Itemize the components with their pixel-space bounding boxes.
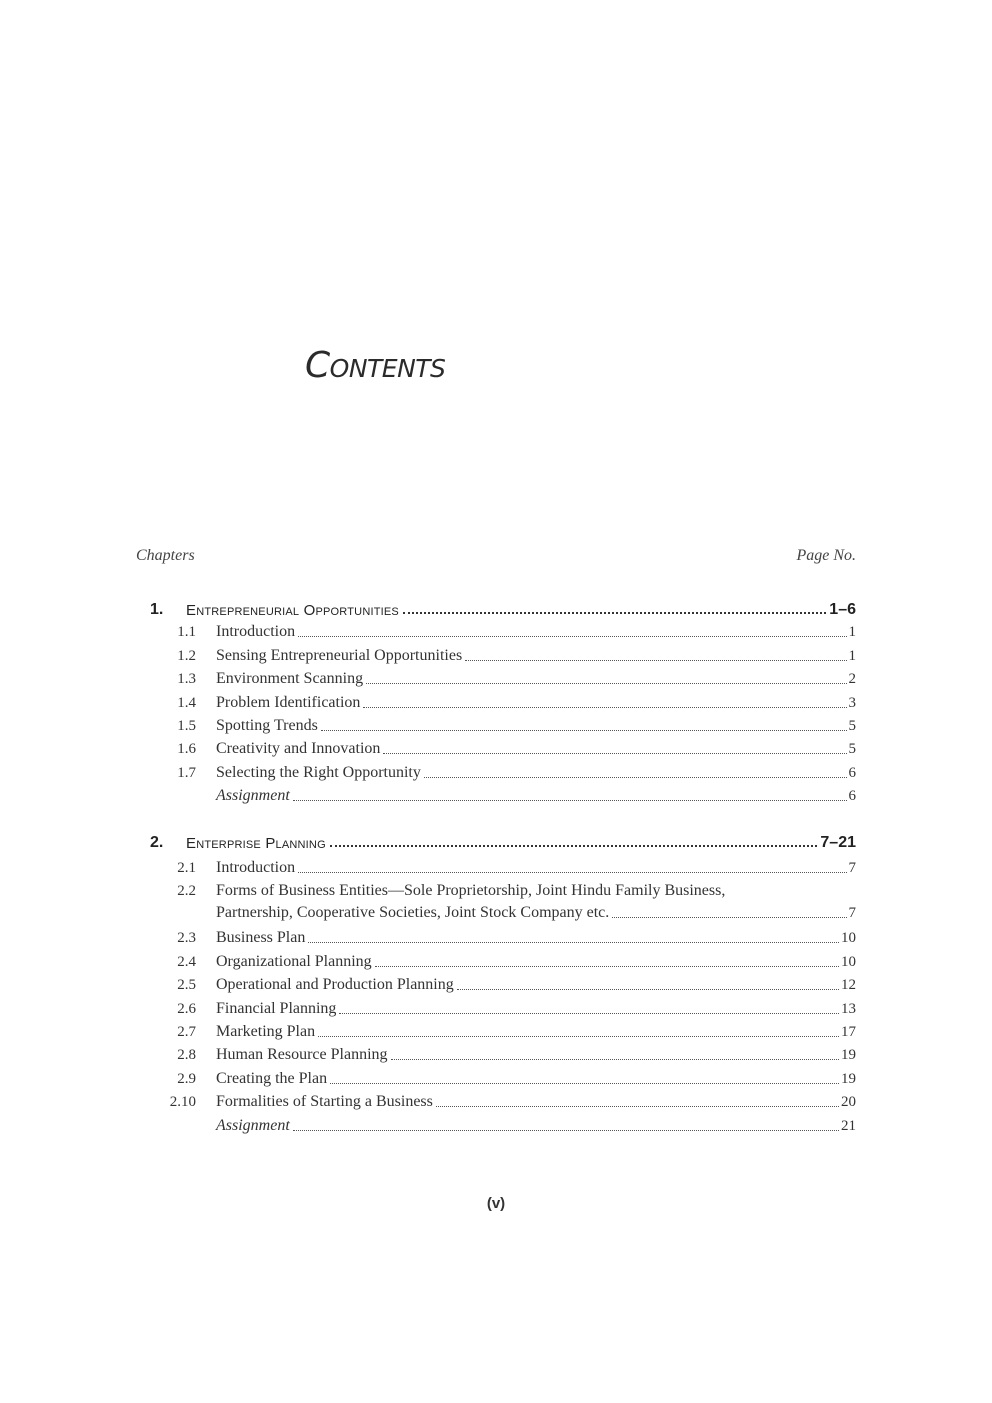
toc-entry[interactable] xyxy=(136,852,856,878)
section-number: 1.1 xyxy=(177,624,196,641)
section-number: 1.4 xyxy=(177,694,196,711)
section-number: 2.5 xyxy=(177,977,196,994)
dot-leader xyxy=(363,707,846,708)
section-page: 19 xyxy=(841,1070,856,1087)
section-page: 7 xyxy=(848,860,856,876)
section-page: 19 xyxy=(841,1047,856,1064)
section-page: 17 xyxy=(841,1023,856,1040)
section-number: 2.1 xyxy=(177,860,196,876)
section-title: Assignment xyxy=(216,787,290,805)
toc-entry[interactable] xyxy=(136,689,856,712)
chapter-title: Entrepreneurial Opportunities xyxy=(186,602,399,619)
dot-leader xyxy=(366,683,846,684)
section-number: 1.2 xyxy=(177,647,196,664)
section-title: Business Plan xyxy=(216,929,306,947)
section-number: 2.3 xyxy=(177,930,196,947)
toc-entry[interactable] xyxy=(136,995,856,1018)
dot-leader xyxy=(436,1106,839,1107)
page-title: Contents xyxy=(305,345,446,386)
toc-entry[interactable] xyxy=(136,759,856,782)
section-page: 3 xyxy=(848,694,856,711)
toc-entry[interactable] xyxy=(136,878,856,925)
section-title: Organizational Planning xyxy=(216,952,372,970)
dot-leader xyxy=(293,800,847,801)
section-number: 1.7 xyxy=(177,764,196,781)
section-title: Marketing Plan xyxy=(216,1022,316,1040)
section-title: Formalities of Starting a Business xyxy=(216,1093,433,1111)
dot-leader xyxy=(298,636,846,637)
section-page: 2 xyxy=(848,671,856,688)
dot-leader xyxy=(403,612,826,614)
section-title: Introduction xyxy=(216,623,296,641)
section-title-continued: Partnership, Cooperative Societies, Joint Stock Company etc. xyxy=(216,904,610,921)
section-page: 6 xyxy=(848,764,856,781)
section-page: 12 xyxy=(841,977,856,994)
section-title: Operational and Production Planning xyxy=(216,976,454,994)
dot-leader xyxy=(424,777,847,778)
section-title: Sensing Entrepreneurial Opportunities xyxy=(216,646,463,664)
chapter-heading-row[interactable] xyxy=(136,596,856,619)
chapters-column-heading: Chapters xyxy=(136,547,195,564)
section-page: 1 xyxy=(848,647,856,664)
dot-leader xyxy=(457,989,839,990)
section-page: 21 xyxy=(841,1117,856,1134)
page-folio: (v) xyxy=(486,1195,506,1212)
section-page: 10 xyxy=(841,930,856,947)
section-title: Financial Planning xyxy=(216,999,337,1017)
toc-entry[interactable] xyxy=(136,666,856,689)
section-title: Human Resource Planning xyxy=(216,1046,388,1064)
section-title: Introduction xyxy=(216,859,296,876)
toc-entry[interactable] xyxy=(136,1089,856,1112)
section-number: 2.10 xyxy=(169,1094,196,1111)
section-page: 5 xyxy=(848,741,856,758)
dot-leader xyxy=(465,660,846,661)
dot-leader xyxy=(330,1083,839,1084)
dot-leader xyxy=(298,872,846,873)
section-title: Creating the Plan xyxy=(216,1069,328,1087)
section-number: 2.8 xyxy=(177,1047,196,1064)
section-title: Selecting the Right Opportunity xyxy=(216,763,421,781)
toc-entry[interactable] xyxy=(136,1019,856,1042)
section-number: 2.6 xyxy=(177,1000,196,1017)
chapter-number: 1. xyxy=(150,601,164,618)
chapter-number: 2. xyxy=(150,834,164,851)
dot-leader xyxy=(318,1036,839,1037)
section-number: 1.6 xyxy=(177,741,196,758)
toc-entry[interactable] xyxy=(136,925,856,948)
toc-entry[interactable] xyxy=(136,948,856,971)
toc-entry-assignment[interactable] xyxy=(136,783,856,806)
dot-leader xyxy=(308,942,839,943)
section-number: 2.7 xyxy=(177,1023,196,1040)
toc-entry[interactable] xyxy=(136,713,856,736)
section-page: 1 xyxy=(848,624,856,641)
toc-entry[interactable] xyxy=(136,1042,856,1065)
dot-leader xyxy=(330,845,818,847)
dot-leader xyxy=(612,917,846,918)
dot-leader xyxy=(339,1013,839,1014)
toc-entry[interactable] xyxy=(136,619,856,642)
section-page: 13 xyxy=(841,1000,856,1017)
section-title: Spotting Trends xyxy=(216,716,318,734)
toc-chapter-2 xyxy=(136,829,856,1136)
page-no-column-heading: Page No. xyxy=(796,547,856,564)
section-number: 2.9 xyxy=(177,1070,196,1087)
section-number: 1.3 xyxy=(177,671,196,688)
section-number: 2.4 xyxy=(177,953,196,970)
section-page: 10 xyxy=(841,953,856,970)
toc-entry[interactable] xyxy=(136,642,856,665)
section-page: 20 xyxy=(841,1094,856,1111)
toc-entry[interactable] xyxy=(136,736,856,759)
dot-leader xyxy=(383,753,846,754)
section-page: 5 xyxy=(848,717,856,734)
chapter-page-range: 7–21 xyxy=(820,834,856,851)
section-page: 7 xyxy=(848,905,856,921)
section-title: Forms of Business Entities—Sole Proprietorship, Joint Hindu Family Business, xyxy=(216,882,726,899)
section-page: 6 xyxy=(848,788,856,805)
section-number: 1.5 xyxy=(177,717,196,734)
dot-leader xyxy=(293,1130,839,1131)
section-number: 2.2 xyxy=(177,883,196,899)
toc-entry[interactable] xyxy=(136,972,856,995)
chapter-heading-row[interactable] xyxy=(136,829,856,852)
dot-leader xyxy=(321,730,847,731)
chapter-title: Enterprise Planning xyxy=(186,835,326,852)
section-title: Environment Scanning xyxy=(216,670,364,688)
chapter-page-range: 1–6 xyxy=(829,601,856,618)
toc-entry[interactable] xyxy=(136,1065,856,1088)
section-title: Creativity and Innovation xyxy=(216,740,381,758)
toc-chapter-1 xyxy=(136,596,856,806)
toc-entry-assignment[interactable] xyxy=(136,1112,856,1135)
dot-leader xyxy=(375,966,839,967)
section-title: Assignment xyxy=(216,1116,290,1134)
section-title: Problem Identification xyxy=(216,693,361,711)
dot-leader xyxy=(391,1059,839,1060)
